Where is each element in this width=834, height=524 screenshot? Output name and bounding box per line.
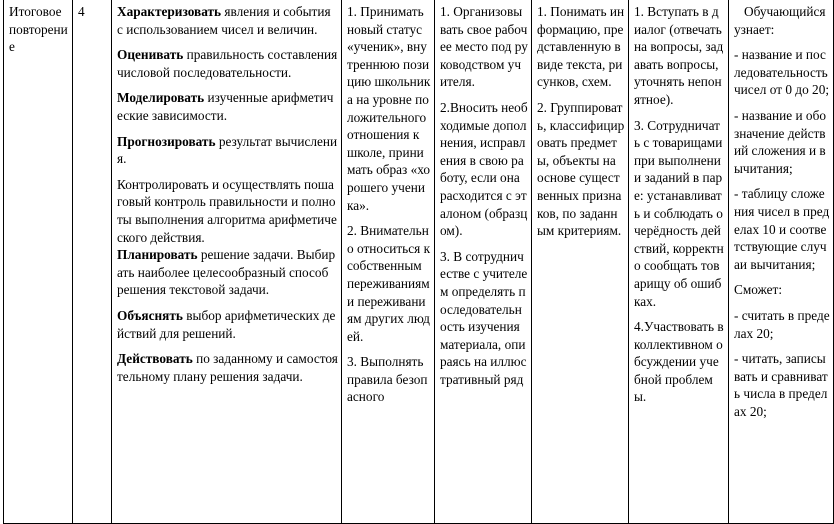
- hours-cell: [73, 0, 112, 524]
- results-item: - название и последовательность чисел от 0 до 20;: [734, 47, 830, 98]
- results-heading: Обучающийся узнает:: [734, 4, 829, 37]
- regulative-item: 1. Организовывать свое рабочее место под руководством учителя.: [440, 4, 528, 90]
- content-verb: Объяснять: [117, 307, 183, 323]
- content-text: решение задачи. Выбирать наиболее целесообразный способ решения текстовой задачи.: [117, 247, 336, 298]
- content-text: правильность составления числовой последовательности.: [117, 47, 338, 80]
- content-paragraph: [117, 133, 338, 168]
- content-paragraph: [117, 89, 338, 124]
- results-item: - считать в пределах 20;: [734, 307, 830, 341]
- cognitive-item: 1. Понимать информацию, представленную в виде текста, рисунков, схем.: [537, 4, 625, 90]
- stage-cell: [4, 0, 73, 524]
- content-paragraph: [117, 246, 338, 299]
- regulative-item: 2.Вносить необходимые дополнения, исправления в свою работу, если она расходится с эталоном (образцом).: [440, 99, 528, 239]
- personal-item: 1. Принимать новый статус «ученик», внутреннюю позицию школьника на уровне положительного отношения к школе, принимать образ «хорошего ученика».: [347, 4, 431, 213]
- lesson-plan-table: [3, 0, 834, 524]
- communicative-item: 4.Участвовать в коллективном обсуждении учебной проблемы.: [634, 319, 724, 405]
- communicative-results-cell: [629, 0, 729, 524]
- results-item: - таблицу сложения чисел в пределах 10 и соответствующие случаи вычитания;: [734, 186, 830, 272]
- communicative-item: 3. Сотрудничать с товарищами при выполнении заданий в паре: устанавливать и соблюдать очерёдность действий, корректно сообщать товарищу об ошибках.: [634, 117, 724, 309]
- regulative-results-cell: [435, 0, 532, 524]
- results-heading: Сможет:: [734, 282, 783, 298]
- content-paragraph: [117, 176, 338, 246]
- subject-results-cell: [729, 0, 834, 524]
- content-verb: Прогнозировать: [117, 133, 216, 149]
- personal-item: 2. Внимательно относиться к собственным переживаниям и переживаниям других людей.: [347, 223, 431, 344]
- content-verb: Действовать: [117, 351, 193, 367]
- personal-results-cell: [342, 0, 435, 524]
- regulative-item: 3. В сотрудничестве с учителем определять последовательность изучения материала, опираясь на иллюстративный ряд: [440, 248, 528, 387]
- content-verb: Планировать: [117, 247, 198, 263]
- communicative-item: 1. Вступать в диалог (отвечать на вопросы, задавать вопросы, уточнять непонятное).: [634, 4, 724, 107]
- content-verb: Характеризовать: [117, 4, 222, 19]
- content-paragraph: [117, 307, 338, 342]
- personal-item: 3. Выполнять правила безопасного: [347, 354, 428, 405]
- cognitive-results-cell: [532, 0, 629, 524]
- content-text: изученные арифметические зависимости.: [117, 90, 334, 123]
- content-text: результат вычисления.: [117, 133, 338, 167]
- content-paragraph: [117, 3, 338, 38]
- content-text: Контролировать и осуществлять пошаговый контроль правильности и полноты выполнения алгоритма арифметического действия.: [117, 176, 337, 245]
- cognitive-item: 2. Группировать, классифицировать предметы, объекты на основе существенных признаков, по заданным критериям.: [537, 99, 625, 239]
- activity-content-cell: [112, 0, 342, 524]
- hours-text: 4: [78, 4, 85, 19]
- content-paragraph: [117, 350, 338, 385]
- content-text: выбор арифметических действий для решений.: [117, 307, 336, 341]
- content-text: явления и события с использованием чисел и величин.: [117, 4, 331, 37]
- content-verb: Оценивать: [117, 47, 184, 63]
- results-item: - название и обозначение действий сложения и вычитания;: [734, 107, 826, 176]
- content-paragraph: [117, 46, 338, 81]
- stage-text: Итоговое повторение: [9, 4, 68, 55]
- table-row: [4, 0, 834, 524]
- content-verb: Моделировать: [117, 90, 205, 106]
- results-item: - читать, записывать и сравнивать числа в пределах 20;: [734, 351, 828, 419]
- content-text: по заданному и самостоятельному плану решения задачи.: [117, 351, 338, 384]
